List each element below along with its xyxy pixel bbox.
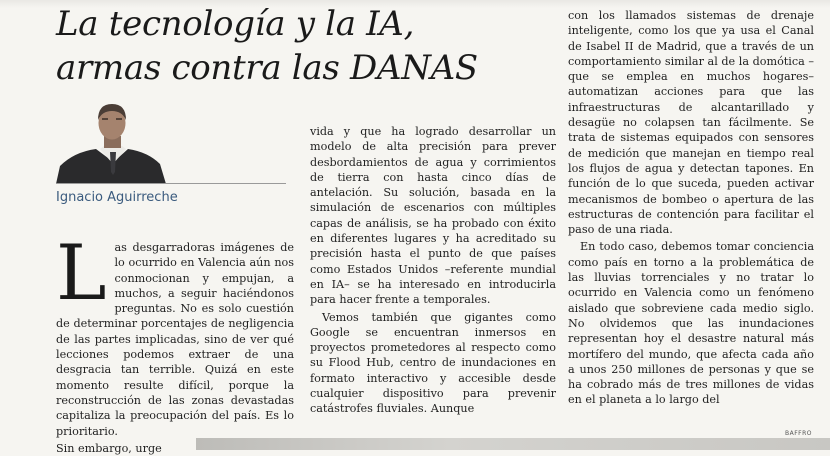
photo-credit: BAFFRO <box>784 430 812 437</box>
author-portrait-image <box>56 102 166 184</box>
column-3-paragraph-2: En todo caso, debemos tomar conciencia como país en torno a la problemática de las lluvias torrenciales y no tratar lo ocurrido en Valencia como un fenómeno aislado que sobreviene cada medio siglo. No olvidemos que las inundaciones representan hoy el desastre natural más mortífero del mundo, que afecta cada año a unos 250 millones de personas y que se ha cobrado más de tres millones de vidas en el planeta a lo largo del <box>568 240 814 407</box>
column-2-paragraph-2: Vemos también que gigantes como Google se encuentran inmersos en proyectos prometedores al respecto como su Flood Hub, centro de inundaciones en formato interactivo y accesible desde cualquier dispositivo para prevenir catástrofes fluviales. Aunque <box>310 310 556 416</box>
column-3-paragraph-1: con los llamados sistemas de drenaje inteligente, como los que ya usa el Canal de Isabel II de Madrid, que a través de un comportamiento similar al de la domótica –que se emplea en muchos hogares– automatizan acciones para que las infraestructuras de alcantarillado y desagüe no colapsen tan fácilmente. Se trata de sistemas equipados con sensores de medición que manejan en tiempo real los flujos de agua y detectan tapones. En función de lo que suceda, pueden activar mecanismos de bombeo o apertura de las estructuras de contención para facilitar el paso de una riada. <box>568 9 814 237</box>
article-column-3 <box>568 8 814 408</box>
article-headline <box>56 2 556 90</box>
column-1-paragraph-1 <box>56 228 294 439</box>
column-1-paragraph-2: Sin embargo, urge <box>56 441 162 455</box>
headline-line-2: armas contra las DANAS <box>56 48 478 88</box>
author-name: Ignacio Aguirreche <box>56 190 178 205</box>
author-photo <box>56 102 166 184</box>
column-2-paragraph-1: vida y que ha logrado desarrollar un modelo de alta precisión para prever desbordamientos de agua y corrimientos de tierra con hasta cinco días de antelación. Su solución, basada en la simulación de escenarios con múltiples capas de análisis, se ha probado con éxito en diferentes lugares y ha acreditado su precisión hasta el punto de que países como Estados Unidos –referente mundial en IA– se ha interesado en introducirla para hacer frente a temporales. <box>310 125 556 307</box>
author-divider <box>56 183 286 184</box>
bottom-image-strip <box>196 438 830 450</box>
article-column-1 <box>56 228 294 456</box>
headline-line-1: La tecnología y la IA, <box>56 4 415 44</box>
column-1-text-1: as desgarradoras imágenes de lo ocurrido en Valencia aún nos conmocionan y empujan, a muchos, a seguir haciéndonos preguntas. No es solo cuestión de determinar porcentajes de negligencia de las partes implicadas, sino de ver qué lecciones podemos extraer de una desgracia tan terrible. Quizá en este momento resulte difícil, porque la reconstrucción de las zonas devastadas capitaliza la preocupación del país. Es lo prioritario. <box>56 241 294 438</box>
article-column-2 <box>310 124 556 417</box>
drop-cap: L <box>56 228 107 317</box>
